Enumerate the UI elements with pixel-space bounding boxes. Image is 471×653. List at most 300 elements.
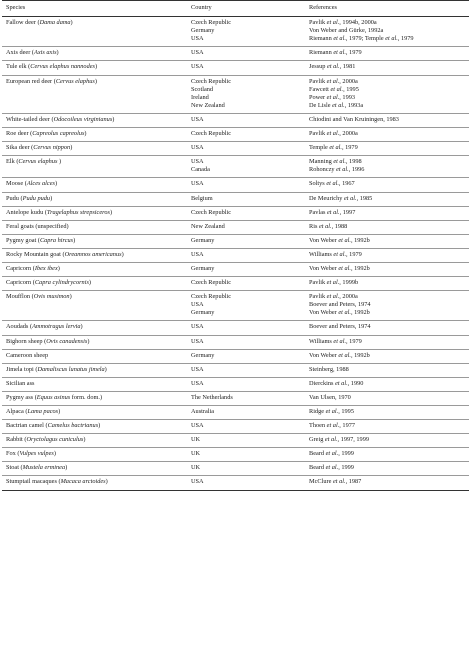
species-cell: Aoudads (Ammotragus lervia): [2, 321, 191, 335]
reference-line: [309, 338, 469, 346]
references-cell: [309, 434, 469, 448]
species-cell: Rabbit (Oryctolagus cuniculus): [2, 434, 191, 448]
species-latin-name: Lama pacos: [27, 408, 59, 415]
reference-et-al: et al.: [327, 63, 340, 71]
references-cell: [309, 248, 469, 262]
table-row: [2, 363, 469, 377]
species-cell: Fox (Vulpes vulpes): [2, 448, 191, 462]
country-value: Czech Republic: [191, 279, 232, 287]
reference-author: Van Ulsen, 1970: [309, 393, 351, 401]
reference-year: , 1992b: [350, 236, 370, 244]
species-cell: Pygmy ass (Equus asinus form. dom.): [2, 391, 191, 405]
references-cell: [309, 156, 469, 178]
country-cell: [191, 262, 309, 276]
country-cell: [191, 47, 309, 61]
species-cell: Tule elk (Cervus elaphus nannodes): [2, 61, 191, 75]
reference-author: Pavlik: [309, 279, 327, 287]
country-value: USA: [191, 144, 204, 152]
reference-et-al: et al.: [326, 19, 340, 27]
reference-et-al: et al.: [318, 222, 332, 230]
reference-author: Fawcett: [309, 85, 331, 93]
country-value: USA: [191, 422, 204, 430]
reference-author: Boever and Peters, 1974: [309, 301, 371, 309]
species-cell: [2, 220, 191, 234]
reference-et-al: et al.: [333, 49, 346, 57]
reference-et-al: et al.: [385, 35, 398, 43]
table-row: [2, 248, 469, 262]
references-cell: [309, 75, 469, 113]
reference-author: Pavlik: [309, 77, 327, 85]
reference-et-al: et al.: [325, 450, 339, 458]
references-cell: [309, 234, 469, 248]
table-row: [2, 61, 469, 75]
reference-line: [309, 436, 469, 444]
reference-author: Power: [309, 93, 327, 101]
country-value: Germany: [191, 264, 215, 272]
table-row: [2, 17, 469, 47]
reference-year: , 2000a: [339, 130, 358, 138]
references-cell: [309, 291, 469, 321]
reference-et-al: et al.: [326, 77, 340, 85]
table-header: [2, 1, 469, 17]
reference-author: Von Weber and Gürke, 1992a: [309, 27, 384, 35]
country-cell: [191, 192, 309, 206]
reference-line: [309, 279, 469, 287]
species-common-name: White-tailed deer: [6, 115, 50, 123]
country-cell: [191, 476, 309, 490]
country-value: USA: [191, 49, 204, 57]
references-cell: [309, 462, 469, 476]
reference-year: , 1994b, 2000a: [339, 19, 377, 27]
references-cell: [309, 17, 469, 47]
species-common-name: Rocky Mountain goat: [6, 250, 61, 258]
species-common-name: Jimela topi: [6, 365, 34, 373]
reference-line: [309, 94, 469, 102]
country-value: USA: [191, 365, 204, 373]
table-row: [2, 75, 469, 113]
country-cell: [191, 178, 309, 192]
reference-author: De Lisle: [309, 101, 333, 109]
species-cell: Antelope kudu (Tragelaphus strepsiceros): [2, 206, 191, 220]
country-cell: [191, 61, 309, 75]
species-common-name: Capricorn: [6, 279, 32, 287]
country-value: UK: [191, 464, 201, 472]
reference-author: Thoen: [309, 422, 327, 430]
reference-line: [309, 209, 469, 217]
reference-line: [309, 323, 469, 331]
reference-line: [309, 251, 469, 259]
species-latin-name: Tragelaphus strepsiceros: [46, 208, 110, 216]
references-cell: [309, 448, 469, 462]
reference-author: McClure: [309, 478, 333, 486]
species-common-name: Elk: [6, 158, 15, 166]
species-table: [2, 0, 469, 491]
header-row: [2, 1, 469, 17]
species-latin-name: Macaca arctoides: [60, 478, 106, 486]
reference-year: , 1993a: [344, 101, 364, 109]
references-cell: [309, 406, 469, 420]
table-row: [2, 349, 469, 363]
reference-year: , 1985: [356, 194, 373, 202]
species-latin-name: Equus asinus: [36, 393, 71, 401]
reference-line: [309, 293, 469, 301]
species-latin-name: Alces alces: [26, 180, 55, 188]
reference-year: , 1988: [331, 222, 348, 230]
species-latin-name: Cervus elaphus: [18, 158, 59, 166]
reference-line: [309, 35, 469, 43]
species-latin-name: Cervus elaphus: [55, 77, 95, 85]
species-cell: European red deer (Cervus elaphus): [2, 75, 191, 113]
reference-author: Greig: [309, 436, 325, 444]
references-cell: [309, 391, 469, 405]
species-latin-name: Ovis musimon: [33, 293, 70, 301]
reference-year: , 1990: [347, 379, 364, 387]
reference-author: Boever and Peters, 1974: [309, 323, 371, 331]
species-common-name: Aoudads: [6, 323, 29, 331]
reference-author: Jessup: [309, 63, 328, 71]
references-cell: [309, 277, 469, 291]
reference-author: Ridge: [309, 408, 326, 415]
species-cell: Stoat (Mustela erminea): [2, 462, 191, 476]
country-value: New Zealand: [191, 222, 225, 230]
species-cell: Fallow deer (Dama dama): [2, 17, 191, 47]
species-common-name: Sika deer: [6, 144, 30, 152]
reference-author: Von Weber: [309, 309, 339, 317]
country-value: New Zealand: [191, 101, 225, 109]
references-cell: [309, 476, 469, 490]
country-cell: [191, 220, 309, 234]
species-latin-name: Cervus nippon: [33, 144, 71, 152]
reference-author: Beard: [309, 464, 326, 472]
species-cell: Pygmy goat (Capra hircus): [2, 234, 191, 248]
species-latin-name: Camelus bactrianus: [47, 422, 99, 430]
table-row: [2, 156, 469, 178]
reference-line: [309, 86, 469, 94]
species-common-name: Rabbit: [6, 436, 23, 444]
reference-year: , 1998: [345, 158, 362, 166]
reference-year: , 1979: [341, 144, 358, 152]
table-row: [2, 448, 469, 462]
reference-year: , 1992b: [350, 309, 370, 317]
reference-year: , 1996: [348, 166, 365, 174]
species-cell: Capricorn (Capra cylindrycornis): [2, 277, 191, 291]
species-latin-name: Axis axis: [33, 49, 57, 57]
reference-line: [309, 464, 469, 472]
species-common-name: Pygmy ass: [6, 393, 34, 401]
references-cell: [309, 335, 469, 349]
species-latin-name: Capreolus capreolus: [32, 130, 85, 138]
reference-year: , 1992b: [350, 264, 370, 272]
species-cell: Roe deer (Capreolus capreolus): [2, 128, 191, 142]
reference-author: Beard: [309, 450, 326, 458]
table-row: [2, 277, 469, 291]
species-latin-name: Pudu pudu: [22, 194, 51, 202]
reference-et-al: et al.: [327, 208, 340, 216]
reference-author: De Meurichy: [309, 194, 344, 202]
reference-et-al: et al.: [343, 194, 357, 202]
references-cell: [309, 377, 469, 391]
species-common-name: Cameroon sheep: [6, 351, 49, 359]
country-cell: [191, 335, 309, 349]
species-common-name: Alpaca: [6, 408, 24, 415]
species-common-name: Fox: [6, 450, 16, 458]
reference-line: [309, 27, 469, 35]
species-cell: Elk (Cervus elaphus ): [2, 156, 191, 178]
reference-author: Von Weber: [309, 351, 339, 359]
reference-line: [309, 166, 469, 174]
species-latin-name: Dama dama: [39, 19, 71, 27]
species-common-name: Pygmy goat: [6, 236, 37, 244]
reference-et-al: et al.: [338, 236, 351, 244]
reference-line: [309, 195, 469, 203]
header-references: References: [309, 1, 469, 17]
country-cell: [191, 420, 309, 434]
table-row: [2, 178, 469, 192]
species-common-name: Antelope kudu: [6, 208, 44, 216]
country-value: USA: [191, 115, 204, 123]
reference-line: [309, 237, 469, 245]
reference-et-al: et al.: [330, 85, 344, 93]
reference-et-al: et al.: [332, 478, 346, 486]
references-cell: [309, 113, 469, 127]
reference-et-al: et al.: [326, 293, 340, 301]
species-cell: [2, 377, 191, 391]
reference-year: , 1967: [338, 180, 355, 188]
reference-year: , 1993: [339, 93, 356, 101]
species-cell: White-tailed deer (Odocoileus virginianus): [2, 113, 191, 127]
references-cell: [309, 363, 469, 377]
table-row: [2, 406, 469, 420]
country-cell: [191, 234, 309, 248]
species-latin-name: Ammotragus lervia: [32, 323, 81, 331]
species-common-name: Tule elk: [6, 63, 27, 71]
species-latin-name: Oryctolagus cuniculus: [26, 436, 84, 444]
reference-line: [309, 223, 469, 231]
country-cell: [191, 377, 309, 391]
reference-year: , 1979: [345, 49, 362, 57]
country-cell: [191, 391, 309, 405]
reference-line: [309, 450, 469, 458]
reference-author: Dierckins: [309, 379, 336, 387]
reference-author: Manning: [309, 158, 334, 166]
reference-line: [309, 394, 469, 402]
reference-author: Soltys: [309, 180, 327, 188]
species-common-name: Bactrian camel: [6, 422, 44, 430]
species-common-name: Stumptail macaques: [6, 478, 57, 486]
species-cell: Bactrian camel (Camelus bactrianus): [2, 420, 191, 434]
header-species: Species: [2, 1, 191, 17]
reference-year: , 1981: [339, 63, 356, 71]
reference-author: Chiodini and Van Kruiningen, 1983: [309, 115, 399, 123]
reference-year: , 1979: [397, 35, 414, 43]
header-country: Country: [191, 1, 309, 17]
table-row: [2, 113, 469, 127]
reference-year: , 1977: [339, 422, 356, 430]
reference-author: Rohonczy: [309, 166, 337, 174]
species-cell: Stumptail macaques (Macaca arctoides): [2, 476, 191, 490]
country-cell: [191, 321, 309, 335]
country-cell: [191, 17, 309, 47]
species-common-name: Feral goats (unspecified): [6, 222, 69, 230]
country-cell: [191, 277, 309, 291]
country-value: Czech Republic: [191, 293, 232, 301]
reference-year: , 1999: [338, 450, 354, 458]
reference-line: [309, 78, 469, 86]
reference-line: [309, 130, 469, 138]
species-common-name: Stoat: [6, 464, 19, 472]
species-cell: Axis deer (Axis axis): [2, 47, 191, 61]
country-value: Germany: [191, 27, 215, 35]
reference-et-al: et al.: [326, 279, 340, 287]
country-cell: [191, 434, 309, 448]
reference-line: [309, 63, 469, 71]
country-cell: [191, 206, 309, 220]
table-body: [2, 17, 469, 490]
country-value: USA: [191, 337, 204, 345]
references-cell: [309, 420, 469, 434]
reference-author: Temple: [309, 144, 330, 152]
country-cell: [191, 113, 309, 127]
reference-year: , 1992b: [350, 351, 370, 359]
reference-et-al: et al.: [326, 130, 340, 138]
references-cell: [309, 206, 469, 220]
reference-author: Williams: [309, 337, 334, 345]
reference-et-al: et al.: [325, 408, 339, 415]
reference-line: [309, 422, 469, 430]
country-cell: [191, 142, 309, 156]
country-value: Germany: [191, 351, 215, 359]
country-value: Germany: [191, 236, 215, 244]
references-cell: [309, 178, 469, 192]
references-cell: [309, 349, 469, 363]
references-cell: [309, 192, 469, 206]
reference-line: [309, 265, 469, 273]
table-row: [2, 476, 469, 490]
reference-et-al: et al.: [333, 35, 346, 43]
country-value: USA: [191, 478, 204, 486]
species-cell: Bighorn sheep (Ovis canadensis): [2, 335, 191, 349]
species-latin-name: Vulpes vulpes: [19, 450, 54, 458]
references-cell: [309, 128, 469, 142]
country-value: USA: [191, 35, 204, 43]
species-common-name: Fallow deer: [6, 19, 36, 27]
reference-year: , 1997: [339, 208, 356, 216]
table-row: [2, 206, 469, 220]
reference-year: , 1979; Temple: [345, 35, 386, 43]
country-value: Ireland: [191, 93, 209, 101]
reference-year: , 1999b: [339, 279, 359, 287]
reference-year: , 1999: [338, 464, 354, 472]
country-value: USA: [191, 158, 204, 166]
country-value: USA: [191, 379, 204, 387]
reference-line: [309, 158, 469, 166]
reference-author: Pavlik: [309, 19, 327, 27]
table-row: [2, 192, 469, 206]
table-row: [2, 321, 469, 335]
reference-et-al: et al.: [333, 250, 347, 258]
country-value: UK: [191, 450, 201, 458]
country-value: Czech Republic: [191, 19, 232, 27]
species-latin-name: Cervus elaphus nannodes: [30, 63, 95, 71]
country-value: USA: [191, 301, 204, 309]
table-row: [2, 391, 469, 405]
reference-author: Riemann: [309, 35, 334, 43]
reference-line: [309, 408, 469, 416]
reference-author: Pavlik: [309, 130, 327, 138]
country-cell: [191, 128, 309, 142]
species-latin-name: Capra cylindrycornis: [34, 279, 89, 287]
species-latin-name: Ibex ibex: [34, 264, 58, 272]
country-value: Canada: [191, 166, 210, 174]
country-value: USA: [191, 250, 204, 258]
country-value: USA: [191, 180, 204, 188]
country-value: Germany: [191, 309, 215, 317]
reference-year: , 1995: [343, 85, 359, 93]
reference-year: , 1979: [346, 337, 362, 345]
reference-year: , 1987: [345, 478, 362, 486]
species-latin-name: Mustela erminea: [22, 464, 66, 472]
species-common-name: Roe deer: [6, 130, 29, 138]
references-cell: [309, 321, 469, 335]
reference-author: Von Weber: [309, 264, 339, 272]
reference-et-al: et al.: [326, 180, 339, 188]
reference-line: [309, 309, 469, 317]
reference-et-al: et al.: [333, 158, 346, 166]
references-cell: [309, 61, 469, 75]
country-cell: [191, 349, 309, 363]
species-common-name: Pudu: [6, 194, 19, 202]
reference-line: [309, 301, 469, 309]
reference-et-al: et al.: [332, 101, 345, 109]
country-value: Czech Republic: [191, 208, 232, 216]
species-common-name: Axis deer: [6, 49, 31, 57]
country-cell: [191, 291, 309, 321]
country-value: UK: [191, 436, 201, 444]
species-cell: Alpaca (Lama pacos): [2, 406, 191, 420]
species-latin-name: Damaliscus lunatus jimela: [37, 365, 105, 373]
reference-et-al: et al.: [333, 337, 347, 345]
reference-et-al: et al.: [338, 264, 351, 272]
species-cell: Sika deer (Cervus nippon): [2, 142, 191, 156]
reference-year: , 2000a: [339, 293, 358, 301]
country-cell: [191, 156, 309, 178]
reference-line: [309, 478, 469, 486]
table-row: [2, 377, 469, 391]
table-row: [2, 128, 469, 142]
country-value: Australia: [191, 408, 215, 415]
reference-et-al: et al.: [329, 144, 342, 152]
reference-et-al: et al.: [336, 166, 349, 174]
species-latin-name: Ovis canadensis: [46, 337, 88, 345]
species-common-name: Moufflon: [6, 293, 31, 301]
reference-author: Von Weber: [309, 236, 339, 244]
references-cell: [309, 142, 469, 156]
species-common-name: Moose: [6, 180, 24, 188]
country-value: Belgium: [191, 194, 213, 202]
reference-line: [309, 116, 469, 124]
species-cell: Moose (Alces alces): [2, 178, 191, 192]
table-row: [2, 335, 469, 349]
reference-et-al: et al.: [338, 351, 351, 359]
table-row: [2, 47, 469, 61]
species-cell: Capricorn (Ibex ibex): [2, 262, 191, 276]
reference-line: [309, 102, 469, 110]
reference-author: Pavlik: [309, 293, 327, 301]
species-latin-name: Capra hircus: [39, 236, 74, 244]
table-row: [2, 234, 469, 248]
reference-et-al: et al.: [325, 464, 339, 472]
country-value: Czech Republic: [191, 77, 232, 85]
